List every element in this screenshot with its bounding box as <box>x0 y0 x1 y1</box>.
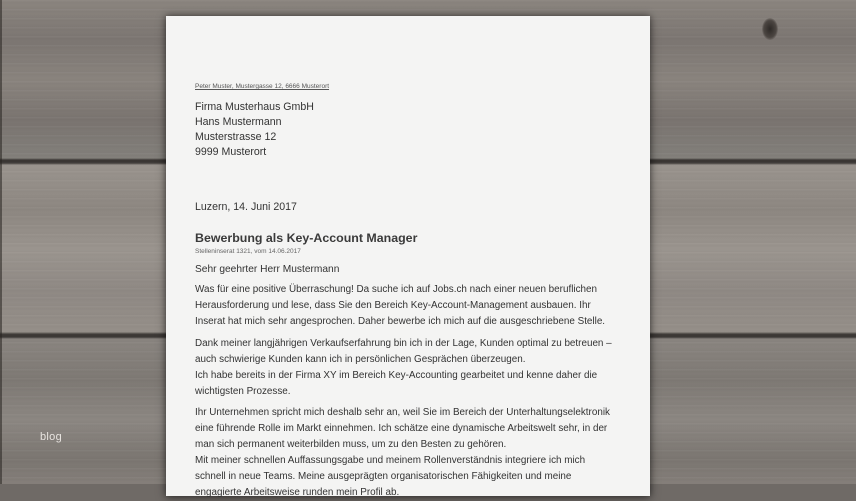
text-line: Was für eine positive Überraschung! Da suche ich auf Jobs.ch nach einer neuen beruflichen <box>195 284 597 295</box>
salutation: Sehr geehrter Herr Mustermann <box>195 264 340 275</box>
text-line: Ihr Unternehmen spricht mich deshalb sehr an, weil Sie im Bereich der Unterhaltungselektronik <box>195 407 610 418</box>
text-line: man sich permanent weiterbilden muss, um zu den Besten zu gehören. <box>195 439 507 450</box>
text-line: auch schwierige Kunden kann ich in persönlichen Gesprächen überzeugen. <box>195 354 526 365</box>
recipient-line: 9999 Musterort <box>195 146 267 158</box>
recipient-line: Hans Mustermann <box>195 116 282 128</box>
text-line: Dank meiner langjährigen Verkaufserfahrung bin ich in der Lage, Kunden optimal zu betreuen – <box>195 338 612 349</box>
text-line: wichtigsten Prozesse. <box>195 386 291 397</box>
text-line: eine führende Rolle im Markt einnehmen. Ich schätze eine dynamische Arbeitswelt sehr, in der <box>195 423 608 434</box>
job-reference: Stelleninserat 1321, vom 14.06.2017 <box>195 248 301 255</box>
sender-line: Peter Muster, Mustergasse 12, 6666 Musterort <box>195 83 330 90</box>
letter-page <box>166 16 650 496</box>
recipient-line: Musterstrasse 12 <box>195 131 277 143</box>
letter-date: Luzern, 14. Juni 2017 <box>195 201 297 213</box>
blog-watermark: blog <box>40 431 62 443</box>
letter-subject: Bewerbung als Key-Account Manager <box>195 231 418 245</box>
text-line: engagierte Arbeitsweise runden mein Profil ab. <box>195 487 400 498</box>
plank-seam <box>0 0 2 484</box>
text-line: schnell in neue Teams. Meine ausgeprägten organisatorischen Fähigkeiten und meine <box>195 471 572 482</box>
text-line: Inserat hat mich sehr angesprochen. Daher bewerbe ich mich auf die ausgeschriebene Stelle. <box>195 316 606 327</box>
paragraph-2 <box>195 336 612 400</box>
wood-knot <box>762 18 778 40</box>
text-line: Herausforderung und lese, dass Sie den Bereich Key-Account-Management ausbauen. Ihr <box>195 300 591 311</box>
paragraph-3 <box>195 405 610 501</box>
recipient-address <box>195 100 314 160</box>
text-line: Mit meiner schnellen Auffassungsgabe und meinem Rollenverständnis integriere ich mich <box>195 455 586 466</box>
paragraph-1 <box>195 282 605 330</box>
text-line: Ich habe bereits in der Firma XY im Bereich Key-Accounting gearbeitet und kenne daher die <box>195 370 598 381</box>
recipient-line: Firma Musterhaus GmbH <box>195 101 314 113</box>
